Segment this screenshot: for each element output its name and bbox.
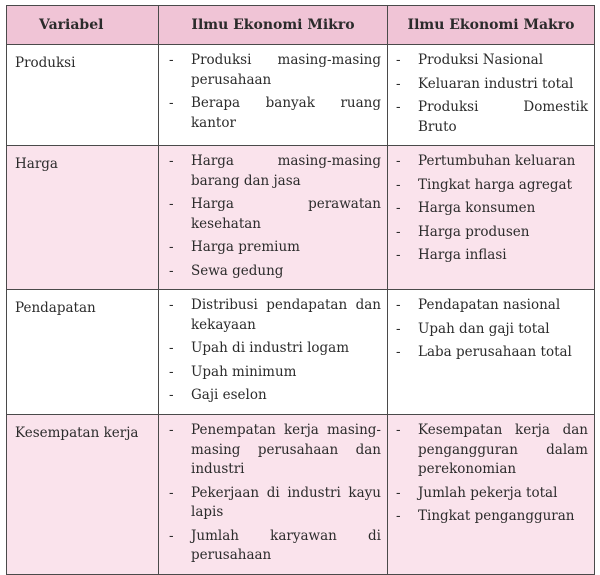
list-item: - Distribusi pendapatan dan kekayaan [159, 296, 381, 335]
makro-cell [388, 146, 595, 290]
list-item: - Upah dan gaji total [388, 320, 588, 340]
list-item: - Harga inflasi [388, 246, 588, 266]
list-item: - Harga masing-masing barang dan jasa [159, 152, 381, 191]
list-item: - Jumlah pekerja total [388, 484, 588, 504]
mikro-list [159, 290, 387, 414]
table-row-kesempatan-kerja [7, 415, 595, 575]
table-row-pendapatan [7, 290, 595, 415]
mikro-cell [159, 290, 388, 415]
list-item: - Penempatan kerja masing-masing perusahaan dan industri [159, 421, 381, 480]
list-item: - Upah di industri logam [159, 339, 381, 359]
list-item: - Tingkat harga agregat [388, 176, 588, 196]
list-item: - Berapa banyak ruang kantor [159, 94, 381, 133]
variabel-cell: Pendapatan [7, 290, 159, 415]
header-variabel: Variabel [7, 6, 159, 45]
variabel-cell: Harga [7, 146, 159, 290]
makro-cell [388, 415, 595, 575]
makro-list [388, 290, 594, 371]
list-item: - Tingkat pengangguran [388, 507, 588, 527]
list-item: - Pertumbuhan keluaran [388, 152, 588, 172]
header-mikro: Ilmu Ekonomi Mikro [159, 6, 388, 45]
list-item: - Harga premium [159, 238, 381, 258]
mikro-list [159, 415, 387, 574]
list-item: - Keluaran industri total [388, 75, 588, 95]
micro-macro-comparison-table [6, 5, 595, 575]
table-row-produksi [7, 45, 595, 146]
list-item: - Pendapatan nasional [388, 296, 588, 316]
list-item: - Pekerjaan di industri kayu lapis [159, 484, 381, 523]
mikro-cell [159, 415, 388, 575]
variabel-cell: Kesempatan kerja [7, 415, 159, 575]
list-item: - Laba perusahaan total [388, 343, 588, 363]
mikro-list [159, 45, 387, 141]
variabel-cell: Produksi [7, 45, 159, 146]
makro-cell [388, 290, 595, 415]
header-row [7, 6, 595, 45]
list-item: - Produksi Domestik Bruto [388, 98, 588, 137]
mikro-cell [159, 146, 388, 290]
list-item: - Produksi masing-masing perusahaan [159, 51, 381, 90]
list-item: - Harga konsumen [388, 199, 588, 219]
list-item: - Kesempatan kerja dan pengangguran dalam perekonomian [388, 421, 588, 480]
makro-cell [388, 45, 595, 146]
list-item: - Upah minimum [159, 363, 381, 383]
makro-list [388, 415, 594, 535]
list-item: - Gaji eselon [159, 386, 381, 406]
mikro-cell [159, 45, 388, 146]
comparison-table-wrapper [6, 5, 594, 568]
list-item: - Harga produsen [388, 223, 588, 243]
list-item: - Produksi Nasional [388, 51, 588, 71]
list-item: - Harga perawatan kesehatan [159, 195, 381, 234]
list-item: - Sewa gedung [159, 262, 381, 282]
table-row-harga [7, 146, 595, 290]
makro-list [388, 146, 594, 274]
list-item: - Jumlah karyawan di perusahaan [159, 527, 381, 566]
header-makro: Ilmu Ekonomi Makro [388, 6, 595, 45]
makro-list [388, 45, 594, 145]
mikro-list [159, 146, 387, 289]
